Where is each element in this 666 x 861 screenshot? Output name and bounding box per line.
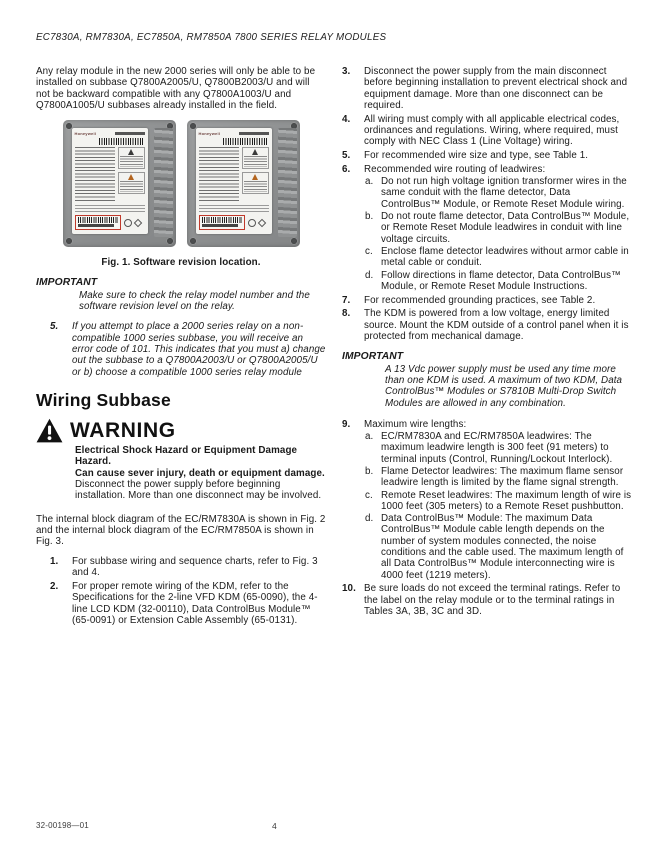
revision-number-text (202, 224, 238, 227)
warning-triangle-icon (36, 418, 63, 443)
software-revision-highlight (199, 215, 245, 230)
attention-triangle-icon (252, 174, 258, 180)
numbered-item-text: Be sure loads do not exceed the terminal ratings. Refer to the label on the relay module or to the terminal ratings in Tables 3A, 3B, 3C and 3D. (364, 583, 621, 618)
important-label: IMPORTANT (36, 277, 98, 289)
warning-consequence-line: Can cause sever injury, death or equipment damage. (75, 467, 325, 479)
two-column-body (36, 66, 632, 626)
certification-marks (248, 219, 265, 227)
software-revision-highlight (75, 215, 121, 230)
attention-triangle-icon (128, 174, 134, 180)
block-diagram-paragraph: The internal block diagram of the EC/RM7830A is shown in Fig. 2 and the internal block diagram of the EC/RM7850A is shown in Fig. 3. (36, 513, 326, 548)
numbered-item-text: The KDM is powered from a low voltage, energy limited source. Mount the KDM outside of a control panel when it is protected from mechanical damage. (364, 308, 629, 343)
upc-barcode (99, 138, 143, 145)
lettered-item-text: Do not route flame detector, Data ControlBus™ Module, or Remote Reset Module leadwires in conduit with line voltage circuits. (381, 211, 630, 245)
warning-triangle-icon (252, 149, 258, 155)
relay-module-photo-2 (187, 120, 300, 247)
warning-triangle-icon (128, 149, 134, 155)
fine-print-lines (75, 205, 145, 212)
lettered-item-9c: c. Remote Reset leadwires: The maximum length of wire is 1000 feet (305 meters) to a Remote Reset pushbutton. (365, 489, 632, 512)
lettered-item-6d: d. Follow directions in flame detector, Data ControlBus™ Module, or Remote Reset Module Instructions. (365, 269, 621, 292)
section-heading: Wiring Subbase (36, 389, 171, 410)
csa-mark-icon (133, 218, 141, 226)
numbered-item-text: For recommended grounding practices, see Table 2. (364, 294, 596, 306)
lettered-item-text: Flame Detector leadwires: The maximum flame sensor leadwire length is limited by the flame signal strength. (381, 466, 624, 489)
numbered-item-text: For recommended wire size and type, see Table 1. (364, 150, 589, 162)
footer-page-number: 4 (272, 821, 277, 831)
lettered-item-text: Follow directions in flame detector, Data ControlBus™ Module, or Remote Reset Module Instructions. (381, 269, 621, 292)
intro-paragraph: Any relay module in the new 2000 series will only be able to be installed on subbase Q7800A2005/U, Q7800B2003/U and will not be backward compatible with any Q7800A1003/U and Q7800A1005/U subbases already installed in the field. (36, 66, 316, 111)
model-number-text (239, 132, 269, 135)
label-attention-box (118, 172, 145, 194)
numbered-item-text: If you attempt to place a 2000 series relay on a non-compatible 1000 series subbase, you will receive an error code of 101. This indicates that you must a) change out the subbase to a Q7800A2003/U or Q7800A2005/U or b) choose a compatible 1000 series relay module (72, 321, 326, 378)
numbered-item-9: 9. Maximum wire lengths: a. EC/RM7830A and EC/RM7850A leadwires: The maximum leadwire length is 300 feet (91 meters) to terminal inputs (Control, Running/Lockout Interlock). b. Flame Detector leadwires: The maximum flame sensor leadwire length is limited by the flame signal strength. c. Remote Reset leadwires: The maximum length of wire is 1000 feet (305 meters) to a Remote Reset pushbutton. d. Data ControlBus™ Module: The maximum Data ControlBus™ Module cable length depends on the number of system modules connected, the noise conditions and the cable used. The maximum length of all Data ControlBus™ Module interconnecting wire is 4000 feet (1219 meters). (342, 418, 632, 581)
device-label (196, 128, 272, 234)
numbered-item-5r: 5. For recommended wire size and type, see Table 1. (342, 150, 589, 162)
important-label: IMPORTANT (342, 351, 404, 363)
heatsink-fins (278, 128, 297, 237)
device-label (72, 128, 148, 234)
spec-text-lines (199, 147, 239, 202)
left-column (36, 66, 326, 626)
relay-module-photos (36, 120, 326, 247)
warning-hazard-line: Electrical Shock Hazard or Equipment Damage Hazard. (75, 445, 298, 468)
screw-icon (291, 238, 297, 244)
lettered-item-9a: a. EC/RM7830A and EC/RM7850A leadwires: The maximum leadwire length is 300 feet (91 meters) to terminal inputs (Control, Running/Lockout Interlock). (365, 431, 613, 465)
lettered-item-9b: b. Flame Detector leadwires: The maximum flame sensor leadwire length is limited by the flame signal strength. (365, 466, 624, 489)
label-warning-box (118, 147, 145, 169)
screw-icon (190, 238, 196, 244)
important-body: Make sure to check the relay model number and the software revision level on the relay. (79, 289, 310, 313)
revision-barcode (78, 217, 118, 223)
numbered-item-text: Recommended wire routing of leadwires: (364, 163, 546, 175)
relay-module-photo-1 (63, 120, 176, 247)
numbered-item-text: Disconnect the power supply from the main disconnect before beginning installation to prevent electrical shock and equipment damage. More than one disconnect can be required. (364, 66, 628, 111)
ul-mark-icon (248, 219, 256, 227)
numbered-item-8: 8. The KDM is powered from a low voltage, energy limited source. Mount the KDM outside of a control panel when it is protected from mechanical damage. (342, 308, 629, 343)
screw-icon (167, 238, 173, 244)
lettered-item-9d: d. Data ControlBus™ Module: The maximum Data ControlBus™ Module cable length depends on the number of system modules connected, the noise conditions and the cable used. The maximum length of all Data ControlBus™ Module interconnecting wire is 4000 feet (1219 meters). (365, 513, 624, 581)
csa-mark-icon (257, 218, 265, 226)
numbered-item-5: 5. If you attempt to place a 2000 series relay on a non-compatible 1000 series subbase, you will receive an error code of 101. This indicates that you must a) change out the subbase to a Q7800A2003/U or Q7800A2005/U or b) choose a compatible 1000 series relay module (50, 321, 326, 378)
warning-title: WARNING (70, 419, 176, 442)
numbered-item-6: 6. Recommended wire routing of leadwires: a. Do not run high voltage ignition transformer wires in the same conduit with the flame detector, Data ControlBus™ Module, or Remote Reset Module wiring. b. Do not route flame detector, Data ControlBus™ Module, or Remote Reset Module leadwires in conduit with line voltage circuits. c. Enclose flame detector leadwires without armor cable in metal cable or conduit. d. Follow directions in flame detector, Data ControlBus™ Module, or Remote Reset Module Instructions. (342, 164, 632, 292)
right-column (342, 66, 632, 626)
numbered-item-1: 1. For subbase wiring and sequence charts, refer to Fig. 3 and 4. (50, 555, 318, 578)
screw-icon (190, 123, 196, 129)
screw-icon (66, 123, 72, 129)
lettered-item-6a: a. Do not run high voltage ignition transformer wires in the same conduit with the flame detector, Data ControlBus™ Module, or Remote Reset Module wiring. (365, 176, 627, 210)
numbered-item-7: 7. For recommended grounding practices, see Table 2. (342, 294, 596, 306)
screw-icon (66, 238, 72, 244)
lettered-item-6c: c. Enclose flame detector leadwires without armor cable in metal cable or conduit. (365, 245, 629, 269)
lettered-item-text: EC/RM7830A and EC/RM7850A leadwires: The maximum leadwire length is 300 feet (91 meters) to terminal inputs (Control, Running/Lockout Interlock). (381, 431, 613, 465)
certification-marks (124, 219, 141, 227)
numbered-item-text: For proper remote wiring of the KDM, refer to the Specifications for the 2-line VFD KDM (65-0090), the 4-line LCD KDM (32-00110), Data ControlBus Module™ (65-0091) or Extension Cable Assembly (65-0131). (72, 581, 318, 627)
numbered-item-10: 10. Be sure loads do not exceed the terminal ratings. Refer to the label on the relay module or to the terminal ratings in Tables 3A, 3B, 3C and 3D. (342, 583, 621, 618)
warning-box (36, 418, 326, 501)
important-body: A 13 Vdc power supply must be used any time more than one KDM is used. A maximum of two KDM, Data ControlBus™ Modules or S7810B Multi-Drop Switch Modules are allowed in any combination. (385, 363, 623, 409)
numbered-item-text: For subbase wiring and sequence charts, refer to Fig. 3 and 4. (72, 555, 318, 578)
lettered-item-text: Do not run high voltage ignition transformer wires in the same conduit with the flame detector, Data ControlBus™ Module, or Remote Reset Module wiring. (381, 176, 627, 210)
model-number-text (115, 132, 145, 135)
figure-1 (36, 120, 326, 268)
lettered-item-6b: b. Do not route flame detector, Data ControlBus™ Module, or Remote Reset Module leadwires in conduit with line voltage circuits. (365, 211, 630, 245)
important-note-2 (342, 351, 632, 408)
footer-document-number: 32-00198—01 (36, 821, 89, 830)
upc-barcode (223, 138, 267, 145)
label-warning-box (242, 147, 269, 169)
lettered-item-text: Enclose flame detector leadwires without armor cable in metal cable or conduit. (381, 245, 629, 269)
figure-1-caption: Fig. 1. Software revision location. (101, 257, 261, 269)
running-header: EC7830A, RM7830A, EC7850A, RM7850A 7800 SERIES RELAY MODULES (36, 32, 387, 43)
spec-text-lines (75, 147, 115, 202)
warning-instruction: Disconnect the power supply before beginning installation. More than one disconnect may be involved. (75, 479, 322, 502)
honeywell-logo: Honeywell (74, 131, 97, 137)
numbered-item-3: 3. Disconnect the power supply from the main disconnect before beginning installation to prevent electrical shock and equipment damage. More than one disconnect can be required. (342, 66, 628, 111)
heatsink-fins (154, 128, 173, 237)
fine-print-lines (199, 205, 269, 212)
numbered-item-text: Maximum wire lengths: (364, 418, 467, 430)
revision-number-text (78, 224, 114, 227)
honeywell-logo: Honeywell (198, 131, 221, 137)
label-attention-box (242, 172, 269, 194)
lettered-item-text: Data ControlBus™ Module: The maximum Data ControlBus™ Module cable length depends on the number of system modules connected, the noise conditions and the cable used. The maximum length of all Data ControlBus™ Module interconnecting wire is 4000 feet (1219 meters). (381, 513, 624, 581)
numbered-item-2: 2. For proper remote wiring of the KDM, refer to the Specifications for the 2-line VFD KDM (65-0090), the 4-line LCD KDM (32-00110), Data ControlBus Module™ (65-0091) or Extension Cable Assembly (65-0131). (50, 581, 318, 627)
revision-barcode (202, 217, 242, 223)
numbered-item-4: 4. All wiring must comply with all applicable electrical codes, ordinances and regulations. Wiring, where required, must comply with NEC Class 1 (Line Voltage) wiring. (342, 113, 620, 148)
important-note-1 (36, 277, 326, 312)
ul-mark-icon (124, 219, 132, 227)
numbered-item-text: All wiring must comply with all applicable electrical codes, ordinances and regulations. Wiring, where required, must comply with NEC Class 1 (Line Voltage) wiring. (364, 113, 620, 148)
lettered-item-text: Remote Reset leadwires: The maximum length of wire is 1000 feet (305 meters) to a Remote Reset pushbutton. (381, 489, 632, 512)
